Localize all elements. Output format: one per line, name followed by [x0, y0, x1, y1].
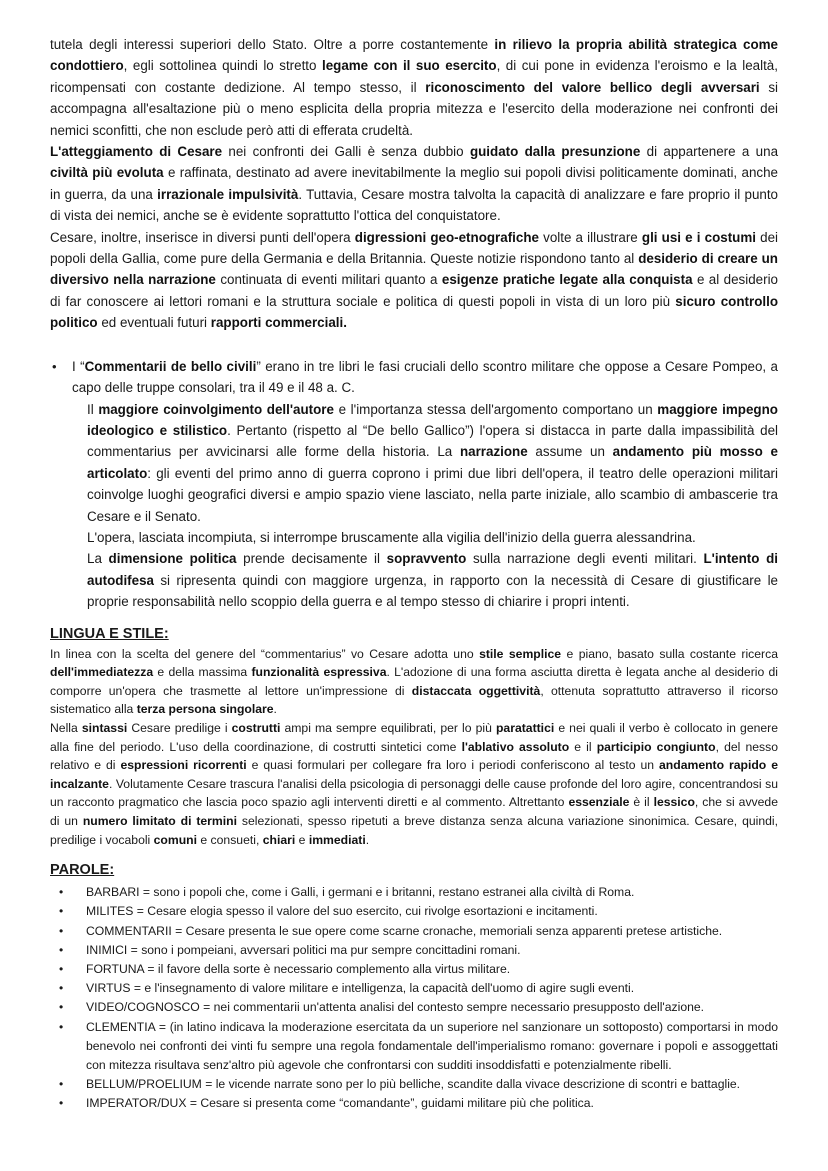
text-run: .: [365, 832, 370, 847]
text-run: dei popoli della Gallia, come pure della Germania e della Britannia. Queste notizie rispondono tanto al: [50, 229, 779, 267]
bold-text: numero limitato di termini: [82, 813, 237, 828]
bullet-icon: •: [59, 923, 64, 938]
paragraph-condottiero: [50, 34, 778, 141]
list-item: • COMMENTARII = Cesare presenta le sue opere come scarne cronache, memoriali senza apparenti pretese artistiche.: [86, 922, 778, 941]
bold-text: andamento rapido e incalzante: [50, 758, 778, 791]
bullet-icon: •: [59, 942, 64, 957]
paragraph-digressioni: [50, 227, 778, 334]
text-run: e quasi formulari per collegare fra loro i periodi conferiscono al testo un: [246, 758, 660, 773]
bold-text: legame con il suo esercito: [321, 58, 497, 74]
text-run: e l'importanza stessa dell'argomento comportano un: [333, 401, 658, 417]
bold-text: comuni: [153, 832, 197, 847]
list-item: • MILITES = Cesare elogia spesso il valore del suo esercito, cui rivolge esortazioni e incitamenti.: [86, 902, 778, 921]
text-run: continuata di eventi militari quanto a: [215, 272, 442, 288]
bullet-icon: •: [52, 358, 57, 374]
text-run: e consueti,: [197, 832, 263, 847]
text-run: e raffinata, destinato ad avere inevitabilmente la meglio sui popoli divisi politicamente dominati, anche in guerra, da una: [50, 165, 778, 202]
bullet-icon: •: [59, 904, 64, 919]
text-run: tutela degli interessi superiori dello Stato. Oltre a porre costantemente: [50, 37, 495, 52]
bold-text: desiderio di creare un diversivo nella narrazione: [50, 251, 778, 288]
bold-text: immediati: [308, 832, 366, 847]
text-run: nei confronti dei Galli è senza dubbio: [222, 144, 470, 160]
bold-text: distaccata oggettività: [411, 683, 541, 698]
bold-text: digressioni geo-etnografiche: [354, 229, 539, 245]
list-item: • VIDEO/COGNOSCO = nei commentarii un'attenta analisi del contesto sempre necessario presupposto dell'azione.: [86, 998, 778, 1017]
bullet-bello-civili: [50, 356, 778, 399]
bold-text: costrutti: [231, 720, 281, 735]
text-run: , che si avvede di un: [50, 795, 778, 828]
bold-text: gli usi e i costumi: [641, 229, 756, 245]
word-list: [50, 883, 778, 1113]
bold-text: paratattici: [495, 720, 555, 735]
text-run: , di cui pone in evidenza l'eroismo e la lealtà, ricompensati con costante dedizione. Al tempo stesso, il: [50, 58, 778, 95]
bold-text: espressioni ricorrenti: [120, 758, 247, 773]
bullet-icon: •: [59, 1096, 64, 1111]
bold-text: essenziale: [568, 795, 630, 810]
paragraph-dimensione-politica: [50, 548, 778, 612]
text-run: : gli eventi del primo anno di guerra coprono i primi due libri dell'opera, il teatro delle operazioni militari coinvolge luoghi geografici diversi e ampio spazio viene lasciato, nella parte iniziale, allo scambio di ambascerie tra Cesare e il Senato.: [87, 465, 778, 524]
paragraph-incompiuta: [50, 527, 778, 548]
bold-text: narrazione: [459, 444, 528, 460]
text-run: ” erano in tre libri le fasi cruciali dello scontro militare che oppose a Cesare Pompeo, a capo delle truppe consolari, tra il 49 e il 48 a. C.: [72, 358, 778, 396]
bullet-icon: •: [59, 961, 64, 976]
bold-text: terza persona singolare: [136, 702, 274, 717]
heading-parole: PAROLE:: [50, 862, 115, 879]
bold-text: participio congiunto: [596, 739, 716, 754]
bold-text: sicuro controllo politico: [50, 293, 779, 331]
text-run: si accompagna all'esaltazione più o meno esplicita della propria mitezza e l'esercito della moderazione nei confronti dei nemici sconfitti, che non esclude però atti di efferata crudeltà.: [50, 79, 778, 138]
text-run: assume un: [527, 444, 613, 460]
text-run: selezionati, spesso ripetuti a breve distanza senza alcuna variazione sinonimica. Cesare, quindi, predilige i vocaboli: [50, 813, 778, 847]
text-run: ed eventuali futuri: [97, 315, 211, 331]
text-run: di appartenere a una: [640, 144, 779, 160]
text-run: volte a illustrare: [538, 229, 642, 245]
bold-text: stile semplice: [479, 646, 562, 661]
text-run: e al desiderio di far conoscere ai lettori romani e la struttura sociale e politica di questi popoli in vista di un loro più: [50, 272, 778, 309]
text-run: e: [295, 832, 309, 847]
paragraph-atteggiamento: [50, 141, 778, 227]
text-run: e della massima: [153, 665, 252, 680]
list-item: • CLEMENTIA = (in latino indicava la moderazione esercitata da un superiore nel sanzionare un sottoposto) comportarsi in modo benevolo nei confronti dei vinti fu sempre una regola fondamentale dell'imperialismo romano: governare i popoli e assoggettati con mitezza risultava senz'altro più agevole che confrontarsi con sudditi insoddisfatti e potenzialmente ribelli.: [59, 1019, 778, 1072]
text-run: Cesare, inoltre, inserisce in diversi punti dell'opera: [50, 229, 355, 245]
bullet-icon: •: [59, 1077, 64, 1092]
text-run: e il: [569, 739, 597, 754]
paragraph-stile: [50, 645, 778, 719]
heading-lingua-stile: LINGUA E STILE:: [50, 625, 169, 642]
text-run: I “: [72, 358, 85, 374]
bold-text: irrazionale impulsività: [157, 186, 299, 202]
bold-text: l'ablativo assoluto: [461, 739, 570, 754]
bold-text: L'intento di autodifesa: [87, 551, 778, 588]
bullet-icon: •: [59, 1019, 64, 1034]
bold-text: civiltà più evoluta: [50, 165, 164, 181]
list-item: • BARBARI = sono i popoli che, come i Galli, i germani e i britanni, restano estranei alla civiltà di Roma.: [86, 883, 778, 902]
text-run: . Pertanto (rispetto al “De bello Gallico”) l'opera si distacca in parte dalla impassibilità del commentarius per avvicinarsi alle forme della historia. La: [87, 422, 778, 460]
text-run: ampi ma sempre equilibrati, per lo più: [280, 720, 496, 735]
bold-text: andamento più mosso e articolato: [87, 444, 778, 481]
list-item: • IMPERATOR/DUX = Cesare si presenta come “comandante”, guidami militare più che politica.: [86, 1094, 778, 1113]
list-item: • FORTUNA = il favore della sorte è necessario complemento alla virtus militare.: [86, 960, 778, 979]
bold-text: funzionalità espressiva: [251, 665, 387, 680]
text-run: . L'adozione di una forma asciutta diretta è legata anche al desiderio di comporre un'opera che trasmette al lettore un'impressione di: [50, 665, 778, 698]
bold-text: dimensione politica: [108, 551, 237, 567]
bold-text: in rilievo la propria abilità strategica come condottiero: [50, 37, 778, 74]
bullet-icon: •: [59, 1000, 64, 1015]
bold-text: chiari: [262, 832, 296, 847]
text-run: e piano, basato sulla costante ricerca: [561, 646, 778, 661]
bold-text: dell'immediatezza: [50, 665, 154, 680]
paragraph-coinvolgimento: [50, 399, 778, 527]
bold-text: rapporti commerciali.: [210, 315, 347, 331]
bold-text: Commentarii de bello civili: [84, 358, 257, 374]
text-run: La: [87, 551, 109, 567]
bold-text: sintassi: [81, 720, 128, 735]
text-run: e nei quali il verbo è collocato in genere alla fine del periodo. L'uso della coordinazione, di costrutti sintetici come: [50, 720, 778, 754]
text-run: L'opera, lasciata incompiuta, si interrompe bruscamente alla vigilia dell'inizio della guerra alessandrina.: [87, 529, 696, 545]
bullet-icon: •: [59, 885, 64, 900]
text-run: In linea con la scelta del genere del “commentarius” vo Cesare adotta uno: [50, 646, 480, 661]
text-run: Cesare predilige i: [127, 720, 232, 735]
bold-text: lessico: [653, 795, 695, 810]
text-run: , del nesso relativo e di: [50, 739, 778, 773]
bold-text: L'atteggiamento di Cesare: [50, 144, 223, 160]
text-run: si ripresenta quindi con maggiore urgenza, in rapporto con la necessità di Cesare di giustificare le proprie responsabilità nello scoppio della guerra e al tempo stesso di chiarire i propri intenti.: [87, 572, 778, 610]
text-run: .: [273, 702, 277, 717]
bold-text: esigenze pratiche legate alla conquista: [441, 272, 693, 288]
document-page: [50, 34, 778, 1114]
list-item: • INIMICI = sono i pompeiani, avversari politici ma pur sempre concittadini romani.: [86, 941, 778, 960]
bold-text: maggiore impegno ideologico e stilistico: [87, 401, 778, 438]
bold-text: guidato dalla presunzione: [469, 144, 641, 160]
text-run: . Tuttavia, Cesare mostra talvolta la capacità di analizzare e fare proprio il punto di vista dei nemici, anche se è evidente soprattutto l'ottica del conquistatore.: [50, 186, 779, 224]
paragraph-sintassi: [50, 719, 778, 849]
text-run: Nella: [50, 720, 82, 735]
bold-text: maggiore coinvolgimento dell'autore: [98, 401, 334, 417]
text-run: sulla narrazione degli eventi militari.: [466, 551, 704, 567]
text-run: . Volutamente Cesare trascura l'analisi della psicologia di personaggi delle cause profonde del loro agire, concentrandosi su un racconto pragmatico che lascia poco spazio agli interventi diretti e al commento. Altrettanto: [50, 776, 778, 810]
list-item: • VIRTUS = e l'insegnamento di valore militare e intelligenza, la capacità dell'uomo di agire sugli eventi.: [86, 979, 778, 998]
bold-text: sopravvento: [386, 551, 467, 567]
text-run: è il: [629, 795, 654, 810]
bold-text: riconoscimento del valore bellico degli avversari: [425, 79, 760, 95]
bullet-bello-civili-text: [72, 359, 778, 395]
text-run: , ottenuta soprattutto attraverso il ricorso sistematico alla: [50, 683, 778, 717]
text-run: , egli sottolinea quindi lo stretto: [123, 58, 322, 74]
text-run: Il: [87, 401, 99, 417]
text-run: prende decisamente il: [236, 551, 387, 567]
list-item: • BELLUM/PROELIUM = le vicende narrate sono per lo più belliche, scandite dalla vivace descrizione di scontri e battaglie.: [86, 1075, 778, 1094]
bullet-icon: •: [59, 981, 64, 996]
